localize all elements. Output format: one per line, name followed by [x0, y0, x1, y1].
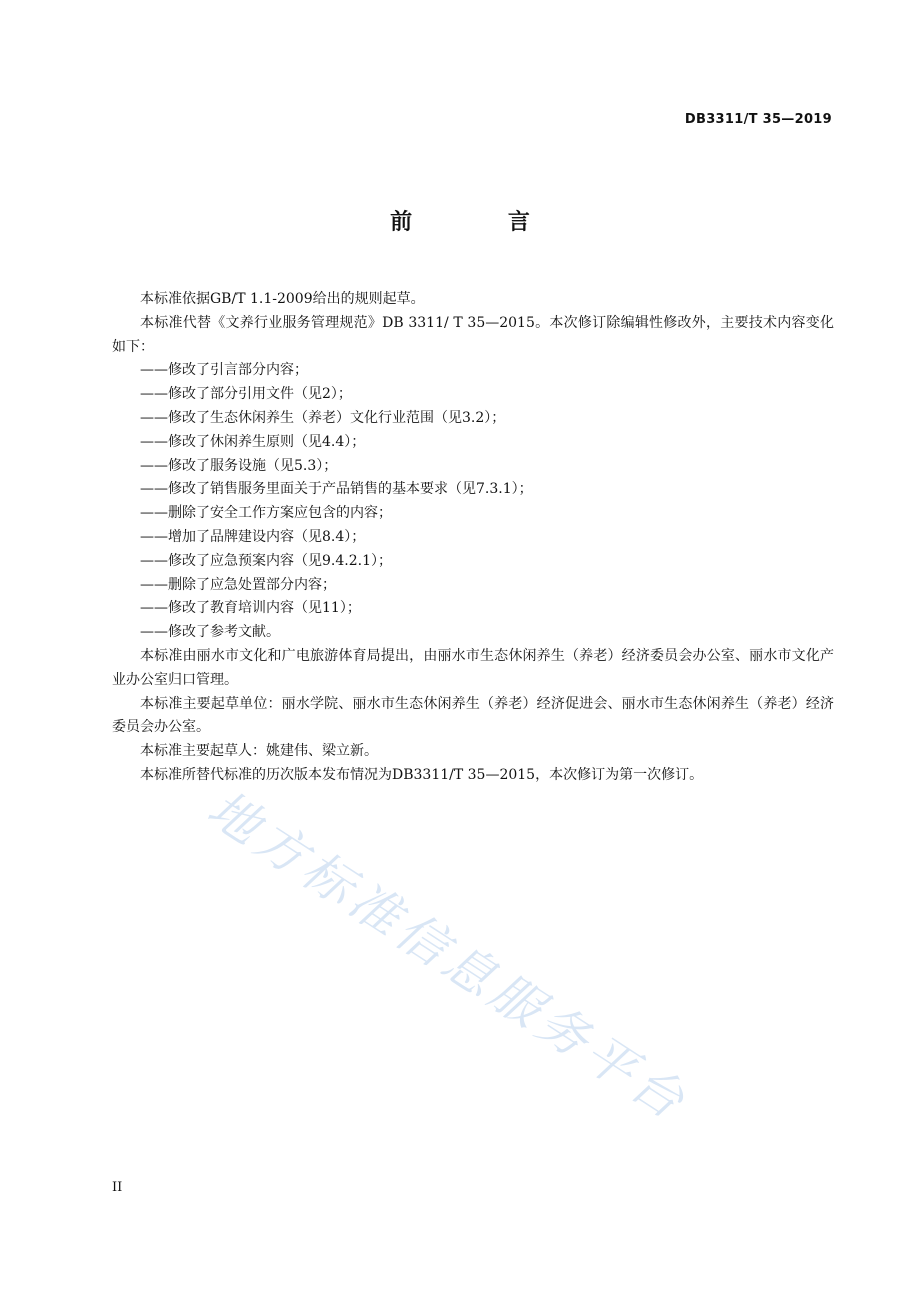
- list-item: ——删除了安全工作方案应包含的内容；: [140, 505, 392, 522]
- paragraph: 本标准所替代标准的历次版本发布情况为DB3311/T 35—2015，本次修订为第一次修订。: [140, 766, 704, 783]
- list-item: ——修改了休闲养生原则（见4.4）；: [140, 433, 366, 450]
- list-item: ——修改了生态休闲养生（养老）文化行业范围（见3.2）；: [140, 409, 506, 426]
- list-item: ——修改了应急预案内容（见9.4.2.1）；: [140, 552, 392, 569]
- page-number: II: [112, 1180, 123, 1195]
- list-item: ——修改了教育培训内容（见11）；: [140, 600, 361, 617]
- list-item: ——删除了应急处置部分内容；: [140, 576, 336, 593]
- page-title: 前 言: [390, 210, 574, 235]
- list-item: ——修改了参考文献。: [140, 624, 280, 641]
- paragraph: 本标准代替《文养行业服务管理规范》DB 3311/ T 35—2015。本次修订除编辑性修改外，主要技术内容变化如下：: [112, 314, 834, 355]
- watermark: 地方标准信息服务平台: [197, 779, 699, 1133]
- list-item: ——修改了销售服务里面关于产品销售的基本要求（见7.3.1）；: [140, 481, 533, 498]
- list-item: ——修改了引言部分内容；: [140, 362, 308, 379]
- paragraph: 本标准依据GB/T 1.1-2009给出的规则起草。: [140, 291, 425, 307]
- list-item: ——修改了服务设施（见5.3）；: [140, 457, 338, 474]
- paragraph: 本标准由丽水市文化和广电旅游体育局提出，由丽水市生态休闲养生（养老）经济委员会办公室、丽水市文化产业办公室归口管理。: [112, 647, 834, 688]
- list-item: ——修改了部分引用文件（见2）；: [140, 386, 352, 403]
- document-body: [112, 288, 834, 788]
- paragraph: 本标准主要起草单位：丽水学院、丽水市生态休闲养生（养老）经济促进会、丽水市生态休闲养生（养老）经济委员会办公室。: [112, 695, 834, 736]
- standard-code: DB3311/T 35—2019: [684, 112, 832, 127]
- paragraph: 本标准主要起草人：姚建伟、梁立新。: [140, 743, 378, 760]
- list-item: ——增加了品牌建设内容（见8.4）；: [140, 528, 366, 545]
